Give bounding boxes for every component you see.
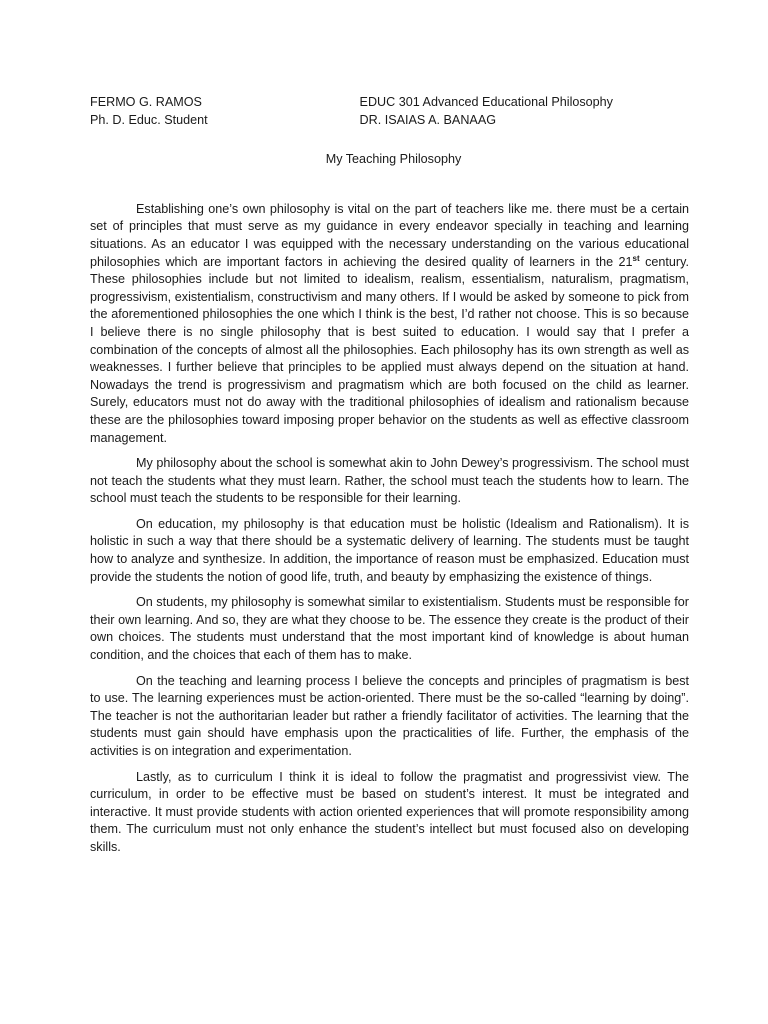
paragraph-intro-text-1: Establishing one’s own philosophy is vital on the part of teachers like me. there must be a certain set of principles that must serve as my guidance in every endeavor specially in teaching and learning situations. As an educator I was equipped with the necessary understanding on the various educational philosophies which are important factors in achieving the desired quality of learners in the 21 [90,201,689,269]
paragraph-intro-text-2: century. These philosophies include but not limited to idealism, realism, essentialism, naturalism, pragmatism, progressivism, existentialism, constructivism and many others. If I would be asked by someone to pick from the aforementioned philosophies the one which I think is the best, I’d rather not choose. This is so because I believe there is no single philosophy that is best suited to education. I would say that I prefer a combination of the concepts of almost all the philosophies. Each philosophy has its own strength as well as weaknesses. I further believe that principles to be applied must always depend on the situation at hand. Nowadays the trend is progressivism and pragmatism which are both focused on the child as learner. Surely, educators must not do away with the traditional philosophies of idealism and rationalism because these are the philosophies toward imposing proper behavior on the students as well as effective classroom management. [90,254,689,445]
course-title: EDUC 301 Advanced Educational Philosophy [359,95,613,109]
paragraph-curriculum: Lastly, as to curriculum I think it is ideal to follow the pragmatist and progressivist view. The curriculum, in order to be effective must be based on student’s interest. It must be integrated and interactive. It must provide students with action oriented experiences that will promote responsibility among them. The curriculum must not only enhance the student’s intellect but must focused also on developing skills. [90,769,689,854]
paragraph-school: My philosophy about the school is somewhat akin to John Dewey’s progressivism. The school must not teach the students what they must learn. Rather, the school must teach the students how to learn. The school must teach the students to be responsible for their learning. [90,456,689,506]
author-role: Ph. D. Educ. Student [90,112,208,127]
course-block [360,94,689,129]
document-header [90,94,689,129]
paragraph-teaching-learning: On the teaching and learning process I believe the concepts and principles of pragmatism is best to use. The learning experiences must be action-oriented. There must be the so-called “learning by doing”. The teacher is not the authoritarian leader but rather a friendly facilitator of activities. The learning that the students must gain should have emphasis upon the practicalities of life. Further, the emphasis of the activities is on integration and experimentation. [90,673,689,758]
author-block [90,94,360,129]
instructor-name: DR. ISAIAS A. BANAAG [359,112,497,127]
paragraph-intro [90,201,689,447]
document-title: My Teaching Philosophy [325,152,462,167]
author-name: FERMO G. RAMOS [90,95,202,109]
paragraph-students: On students, my philosophy is somewhat similar to existentialism. Students must be responsible for their own learning. And so, they are what they choose to be. The essence they create is the product of their own choices. The students must understand that the most important kind of knowledge is about human condition, and the choices that each of them has to make. [90,595,689,663]
ordinal-suffix: st [632,253,640,263]
paragraph-education: On education, my philosophy is that education must be holistic (Idealism and Rationalism). It is holistic in such a way that there should be a systematic delivery of learning. The students must be taught how to analyze and synthesize. In addition, the importance of reason must be emphasized. Education must provide the students the notion of good life, truth, and beauty by emphasizing the existence of things. [90,516,689,584]
